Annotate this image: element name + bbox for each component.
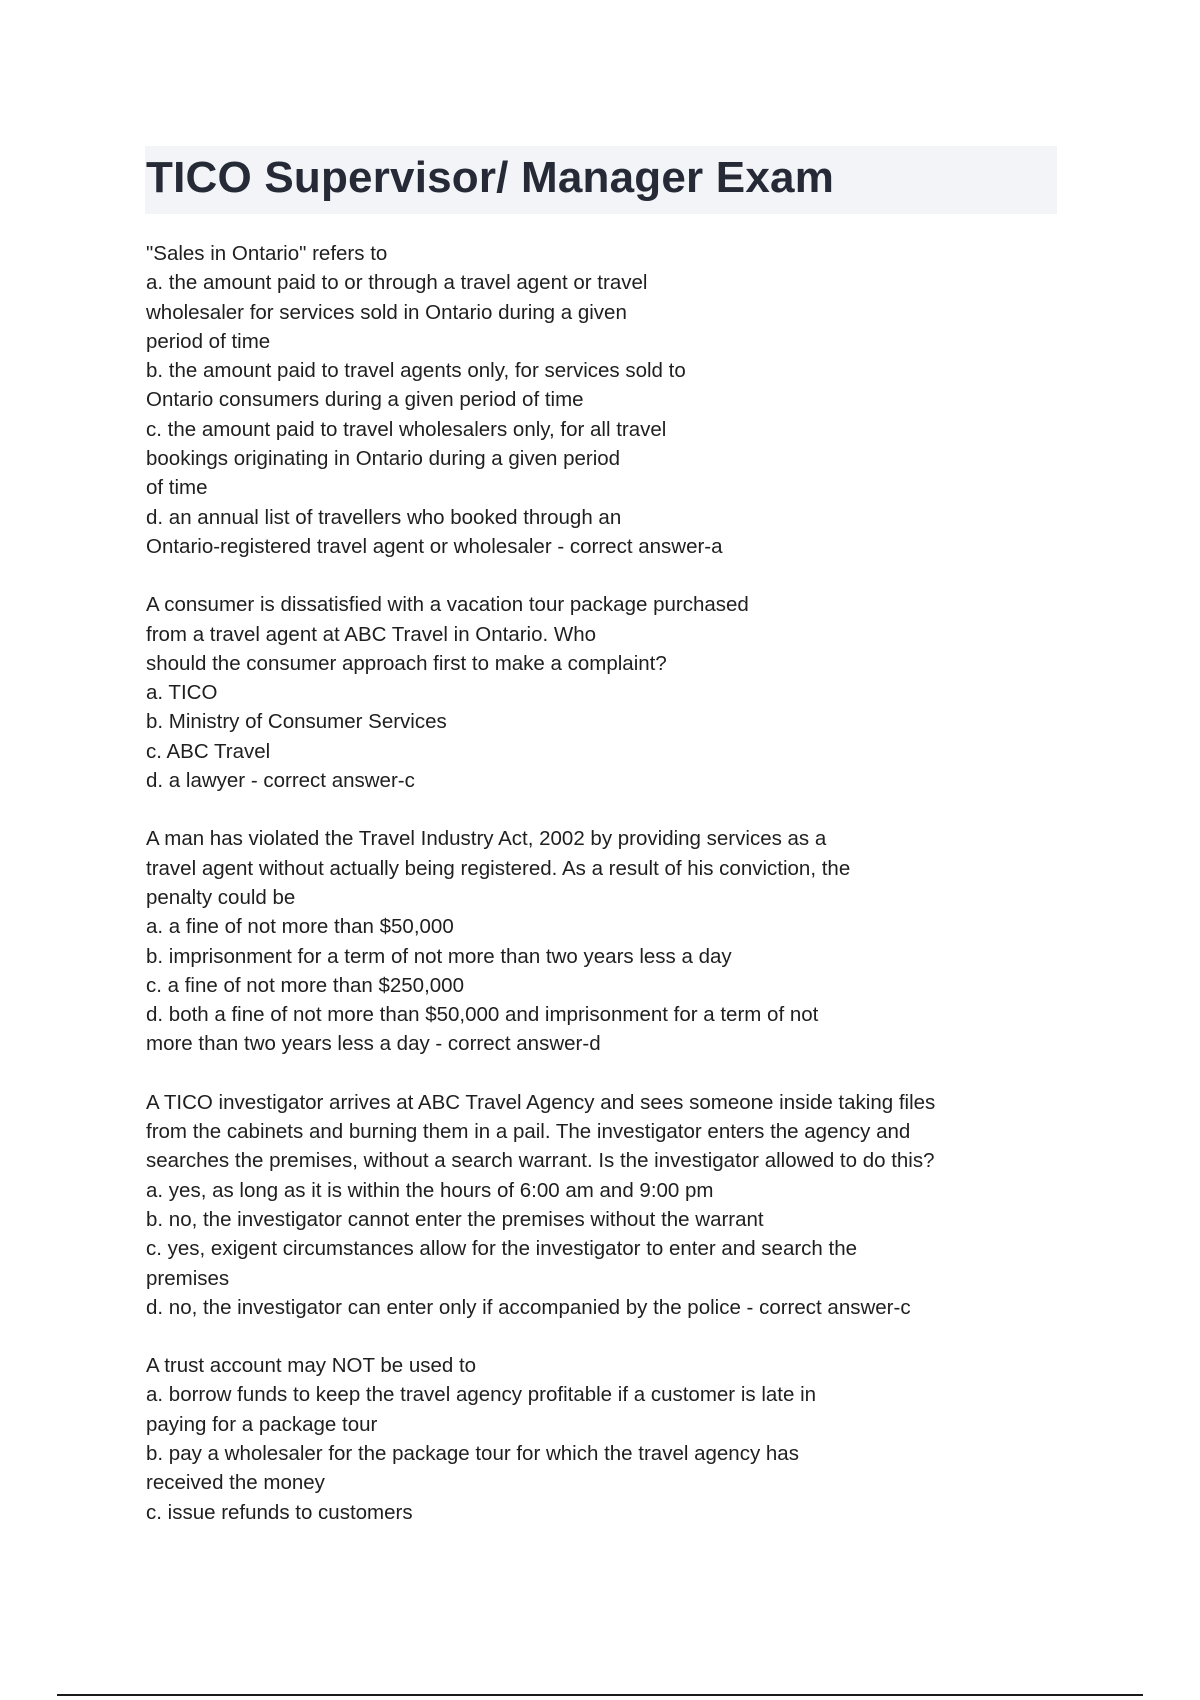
question-line: d. both a fine of not more than $50,000 and imprisonment for a term of not: [146, 1003, 819, 1027]
question-line: b. pay a wholesaler for the package tour for which the travel agency has: [146, 1441, 799, 1465]
question-line: should the consumer approach first to make a complaint?: [146, 651, 667, 675]
question-line: searches the premises, without a search warrant. Is the investigator allowed to do this?: [146, 1149, 935, 1173]
question-line: bookings originating in Ontario during a given period: [146, 447, 621, 471]
question-line: of time: [146, 476, 208, 500]
question-line: b. imprisonment for a term of not more than two years less a day: [146, 944, 732, 968]
question-line: c. the amount paid to travel wholesalers only, for all travel: [146, 417, 667, 441]
question-line: c. yes, exigent circumstances allow for the investigator to enter and search the: [146, 1237, 858, 1261]
question-line: b. no, the investigator cannot enter the premises without the warrant: [146, 1207, 764, 1231]
question-line: Ontario-registered travel agent or wholesaler - correct answer-a: [146, 534, 723, 558]
question-line: a. borrow funds to keep the travel agency profitable if a customer is late in: [146, 1383, 817, 1407]
question-block: [146, 1088, 1046, 1322]
question-line: b. the amount paid to travel agents only, for services sold to: [146, 359, 686, 383]
question-line: A TICO investigator arrives at ABC Travel Agency and sees someone inside taking files: [146, 1090, 936, 1114]
question-line: c. a fine of not more than $250,000: [146, 973, 464, 997]
question-line: more than two years less a day - correct answer-d: [146, 1032, 601, 1056]
question-line: paying for a package tour: [146, 1412, 378, 1436]
question-line: c. issue refunds to customers: [146, 1500, 413, 1524]
question-line: c. ABC Travel: [146, 739, 271, 763]
question-line: received the money: [146, 1471, 325, 1495]
question-line: a. the amount paid to or through a travel agent or travel: [146, 271, 648, 295]
question-line: premises: [146, 1266, 230, 1290]
question-line: A trust account may NOT be used to: [146, 1354, 477, 1378]
question-line: b. Ministry of Consumer Services: [146, 710, 447, 734]
question-line: A man has violated the Travel Industry Act, 2002 by providing services as a: [146, 827, 827, 851]
question-line: Ontario consumers during a given period of time: [146, 388, 584, 412]
question-line: wholesaler for services sold in Ontario during a given: [146, 300, 627, 324]
question-block: [146, 239, 1046, 561]
question-line: a. TICO: [146, 681, 218, 705]
question-line: A consumer is dissatisfied with a vacation tour package purchased: [146, 593, 749, 617]
question-line: travel agent without actually being registered. As a result of his conviction, the: [146, 856, 851, 880]
question-block: [146, 1351, 1046, 1527]
question-block: [146, 824, 1046, 1058]
question-line: a. yes, as long as it is within the hours of 6:00 am and 9:00 pm: [146, 1178, 714, 1202]
page-title: TICO Supervisor/ Manager Exam: [146, 153, 835, 202]
question-line: d. no, the investigator can enter only if accompanied by the police - correct answer-c: [146, 1295, 911, 1319]
question-block: [146, 590, 1046, 795]
question-line: period of time: [146, 329, 271, 353]
question-line: from a travel agent at ABC Travel in Ontario. Who: [146, 622, 597, 646]
question-line: "Sales in Ontario" refers to: [146, 242, 388, 265]
question-list: [146, 239, 1046, 1556]
footer-divider: [57, 1694, 1143, 1696]
question-line: a. a fine of not more than $50,000: [146, 915, 454, 939]
question-line: penalty could be: [146, 885, 296, 909]
question-line: d. an annual list of travellers who booked through an: [146, 505, 622, 529]
question-line: d. a lawyer - correct answer-c: [146, 769, 415, 793]
question-line: from the cabinets and burning them in a pail. The investigator enters the agency and: [146, 1120, 911, 1144]
